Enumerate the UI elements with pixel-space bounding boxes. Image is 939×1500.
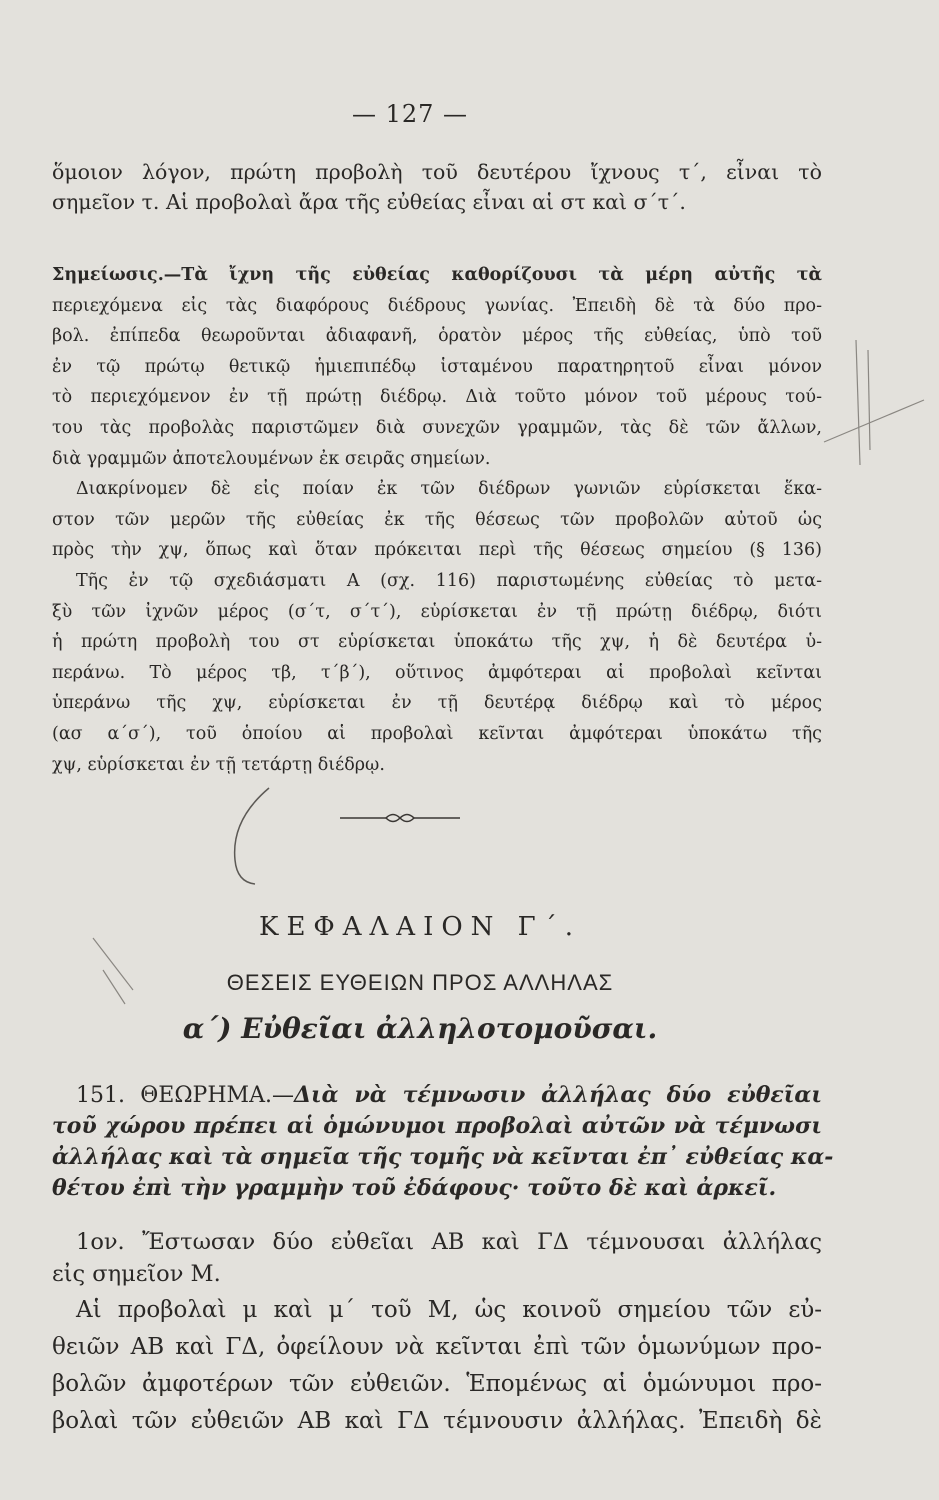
page-number: — 127 — (351, 100, 469, 128)
text-line: θειῶν ΑΒ καὶ ΓΔ, ὀφείλουν νὰ κεῖνται ἐπὶ τῶν ὁμωνύμων προ- (52, 1334, 822, 1360)
text-line: τὸ περιεχόμενον ἐν τῇ πρώτῃ διέδρῳ. Διὰ τοῦτο μόνον τοῦ μέρους τού- (52, 387, 822, 408)
text-line: περιεχόμενα εἰς τὰς διαφόρους διέδρους γωνίας. Ἐπειδὴ δὲ τὰ δύο προ- (52, 295, 822, 316)
text-line: ξὺ τῶν ἰχνῶν μέρος (σ΄τ, σ΄τ΄), εὑρίσκεται ἐν τῇ πρώτῃ διέδρῳ, διότι (52, 601, 822, 622)
text-line: (ασ α΄σ΄), τοῦ ὁποίου αἱ προβολαὶ κεῖνται ἀμφότεραι ὑποκάτω τῆς (52, 723, 822, 744)
text-line: Τῆς ἐν τῷ σχεδιάσματι Α (σχ. 116) παριστωμένης εὐθείας τὸ μετα- (76, 570, 822, 591)
text-line: πρὸς τὴν χψ, ὅπως καὶ ὅταν πρόκειται περὶ τῆς θέσεως σημείου (§ 136) (52, 540, 822, 561)
text-line: Αἱ προβολαὶ μ καὶ μ΄ τοῦ Μ, ὡς κοινοῦ σημείου τῶν εὐ- (76, 1297, 822, 1323)
text-line: σημεῖον τ. Αἱ προβολαὶ ἄρα τῆς εὐθείας εἶναι αἱ στ καὶ σ΄τ΄. (52, 189, 686, 214)
theorem-first-line (52, 1080, 822, 1111)
text-line: ἐν τῷ πρώτῳ θετικῷ ἡμιεπιπέδῳ ἱσταμένου παρατηρητοῦ εἶναι μόνον (52, 356, 822, 377)
text-line: βολῶν ἀμφοτέρων τῶν εὐθειῶν. Ἑπομένως αἱ ὁμώνυμοι προ- (52, 1371, 822, 1397)
theorem-line: ἀλλήλας καὶ τὰ σημεῖα τῆς τομῆς νὰ κεῖνται ἐπ᾽ εὐθείας κα- (52, 1144, 834, 1170)
proof-paragraph (52, 1226, 822, 1290)
text-line: βολ. ἐπίπεδα θεωροῦνται ἀδιαφανῆ, ὁρατὸν μέρος τῆς εὐθείας, ὑπὸ τοῦ (52, 326, 822, 347)
text-line: περάνω. Τὸ μέρος τβ, τ΄β΄), οὕτινος ἀμφότεραι αἱ προβολαὶ κεῖνται (52, 662, 822, 683)
theorem-paragraph (52, 1080, 834, 1204)
text-line: ὑπεράνω τῆς χψ, εὑρίσκεται ἐν τῇ δευτέρᾳ διέδρῳ καὶ τὸ μέρος (52, 693, 822, 714)
text-line: του τὰς προβολὰς παριστῶμεν διὰ συνεχῶν γραμμῶν, τὰς δὲ τῶν ἄλλων, (52, 417, 822, 438)
ornament-divider (340, 808, 460, 828)
text-line: χψ, εὑρίσκεται ἐν τῇ τετάρτῃ διέδρῳ. (52, 754, 385, 775)
pencil-margin-sketch (820, 330, 930, 470)
text-line: Διακρίνομεν δὲ εἰς ποίαν ἐκ τῶν διέδρων γωνιῶν εὑρίσκεται ἕκα- (76, 479, 822, 500)
note-heading-line: Σημείωσις.—Τὰ ἴχνη τῆς εὐθείας καθορίζουσι τὰ μέρη αὐτῆς τὰ (52, 265, 822, 285)
text-line: ὅμοιον λόγον, πρώτη προβολὴ τοῦ δευτέρου ἴχνους τ΄, εἶναι τὸ (52, 160, 822, 184)
theorem-line: τοῦ χώρου πρέπει αἱ ὁμώνυμοι προβολαὶ αὐτῶν νὰ τέμνωσι (52, 1113, 822, 1139)
text-line: εἰς σημεῖον Μ. (52, 1261, 221, 1287)
text-line: ἡ πρώτη προβολὴ του στ εὑρίσκεται ὑποκάτω τῆς χψ, ἡ δὲ δευτέρα ὑ- (52, 632, 822, 653)
note-section (52, 260, 822, 780)
pencil-bracket-mark (225, 780, 275, 890)
section-title: α΄) Εὐθεῖαι ἀλληλοτομοῦσαι. (182, 1012, 658, 1045)
theorem-statement: Διὰ νὰ τέμνωσιν ἀλλήλας δύο εὐθεῖαι (293, 1082, 822, 1108)
text-line: διὰ γραμμῶν ἀποτελουμένων ἐκ σειρᾶς σημείων. (52, 448, 491, 469)
chapter-heading: ΚΕΦΑΛΑΙΟΝ Γ΄. (259, 912, 581, 942)
chapter-title: ΘΕΣΕΙΣ ΕΥΘΕΙΩΝ ΠΡΟΣ ΑΛΛΗΛΑΣ (226, 970, 614, 995)
theorem-number: 151. ΘΕΩΡΗΜΑ.— (76, 1083, 294, 1108)
theorem-line: θέτου ἐπὶ τὴν γραμμὴν τοῦ ἐδάφους· τοῦτο δὲ καὶ ἀρκεῖ. (52, 1175, 777, 1201)
proof-paragraph (52, 1292, 822, 1440)
paragraph-continuation (52, 158, 822, 217)
text-line: βολαὶ τῶν εὐθειῶν ΑΒ καὶ ΓΔ τέμνουσιν ἀλλήλας. Ἐπειδὴ δὲ (52, 1408, 822, 1434)
text-line: 1ον. Ἔστωσαν δύο εὐθεῖαι ΑΒ καὶ ΓΔ τέμνουσαι ἀλλήλας (76, 1229, 822, 1255)
text-line: στον τῶν μερῶν τῆς εὐθείας ἐκ τῆς θέσεως τῶν προβολῶν αὐτοῦ ὡς (52, 509, 822, 530)
